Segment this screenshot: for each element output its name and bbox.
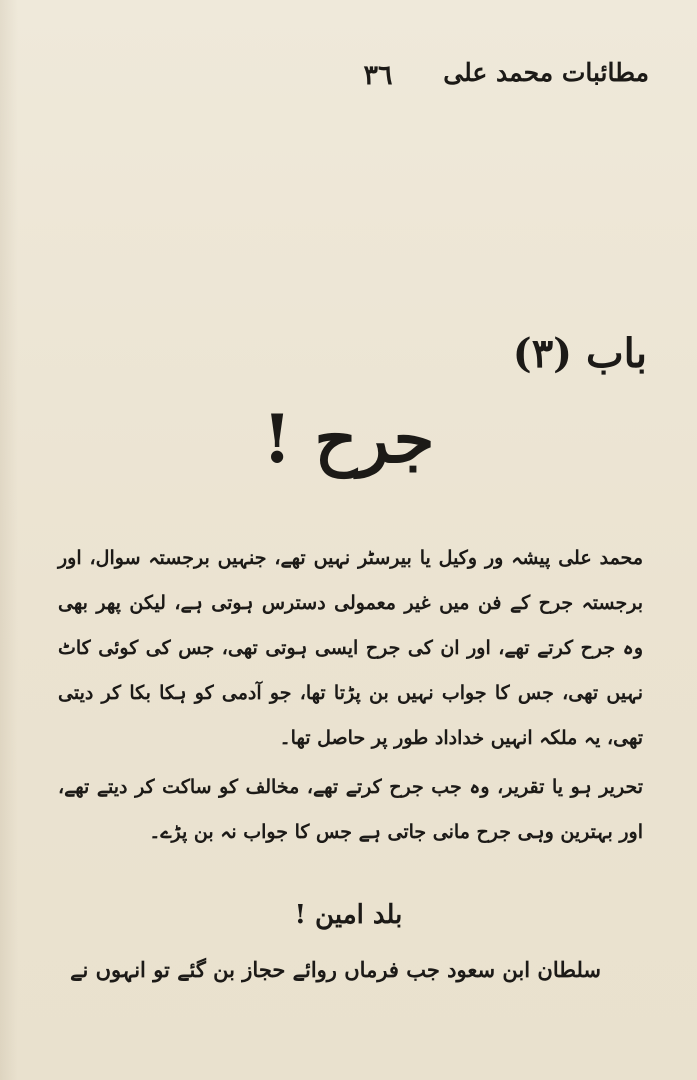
running-header-title: مطائبات محمد علی [443,58,649,87]
chapter-label: باب (٣) [512,330,647,377]
body-paragraph: تحریر ہو یا تقریر، وہ جب جرح کرتے تھے، مخالف کو ساکت کر دیتے تھے، اور بہترین وہی جرح مانی جاتی ہے جس کا جواب نہ بن پڑے۔ [58,776,643,843]
section-first-line: سلطان ابن سعود جب فرماں روائے حجاز بن گئے تو انہوں نے [70,957,601,982]
body-text [58,536,643,855]
chapter-title: جرح ! [262,400,435,478]
page-number: ٣٦ [363,60,393,91]
body-paragraph: محمد علی پیشہ ور وکیل یا بیرسٹر نہیں تھے، جنہیں برجستہ سوال، اور برجستہ جرح کے فن میں غیر معمولی دسترس ہوتی ہے، لیکن پھر بھی وہ جرح کرتے تھے، اور ان کی جرح ایسی ہوتی تھی، جس کی کوئی کاٹ نہیں تھی، جس کا جواب نہیں بن پڑتا تھا، جو آدمی کو ہکا بکا کر دیتی تھی، یہ ملکہ انہیں خداداد طور پر حاصل تھا۔ [58,547,643,749]
section-heading: بلد امین ! [294,900,403,930]
